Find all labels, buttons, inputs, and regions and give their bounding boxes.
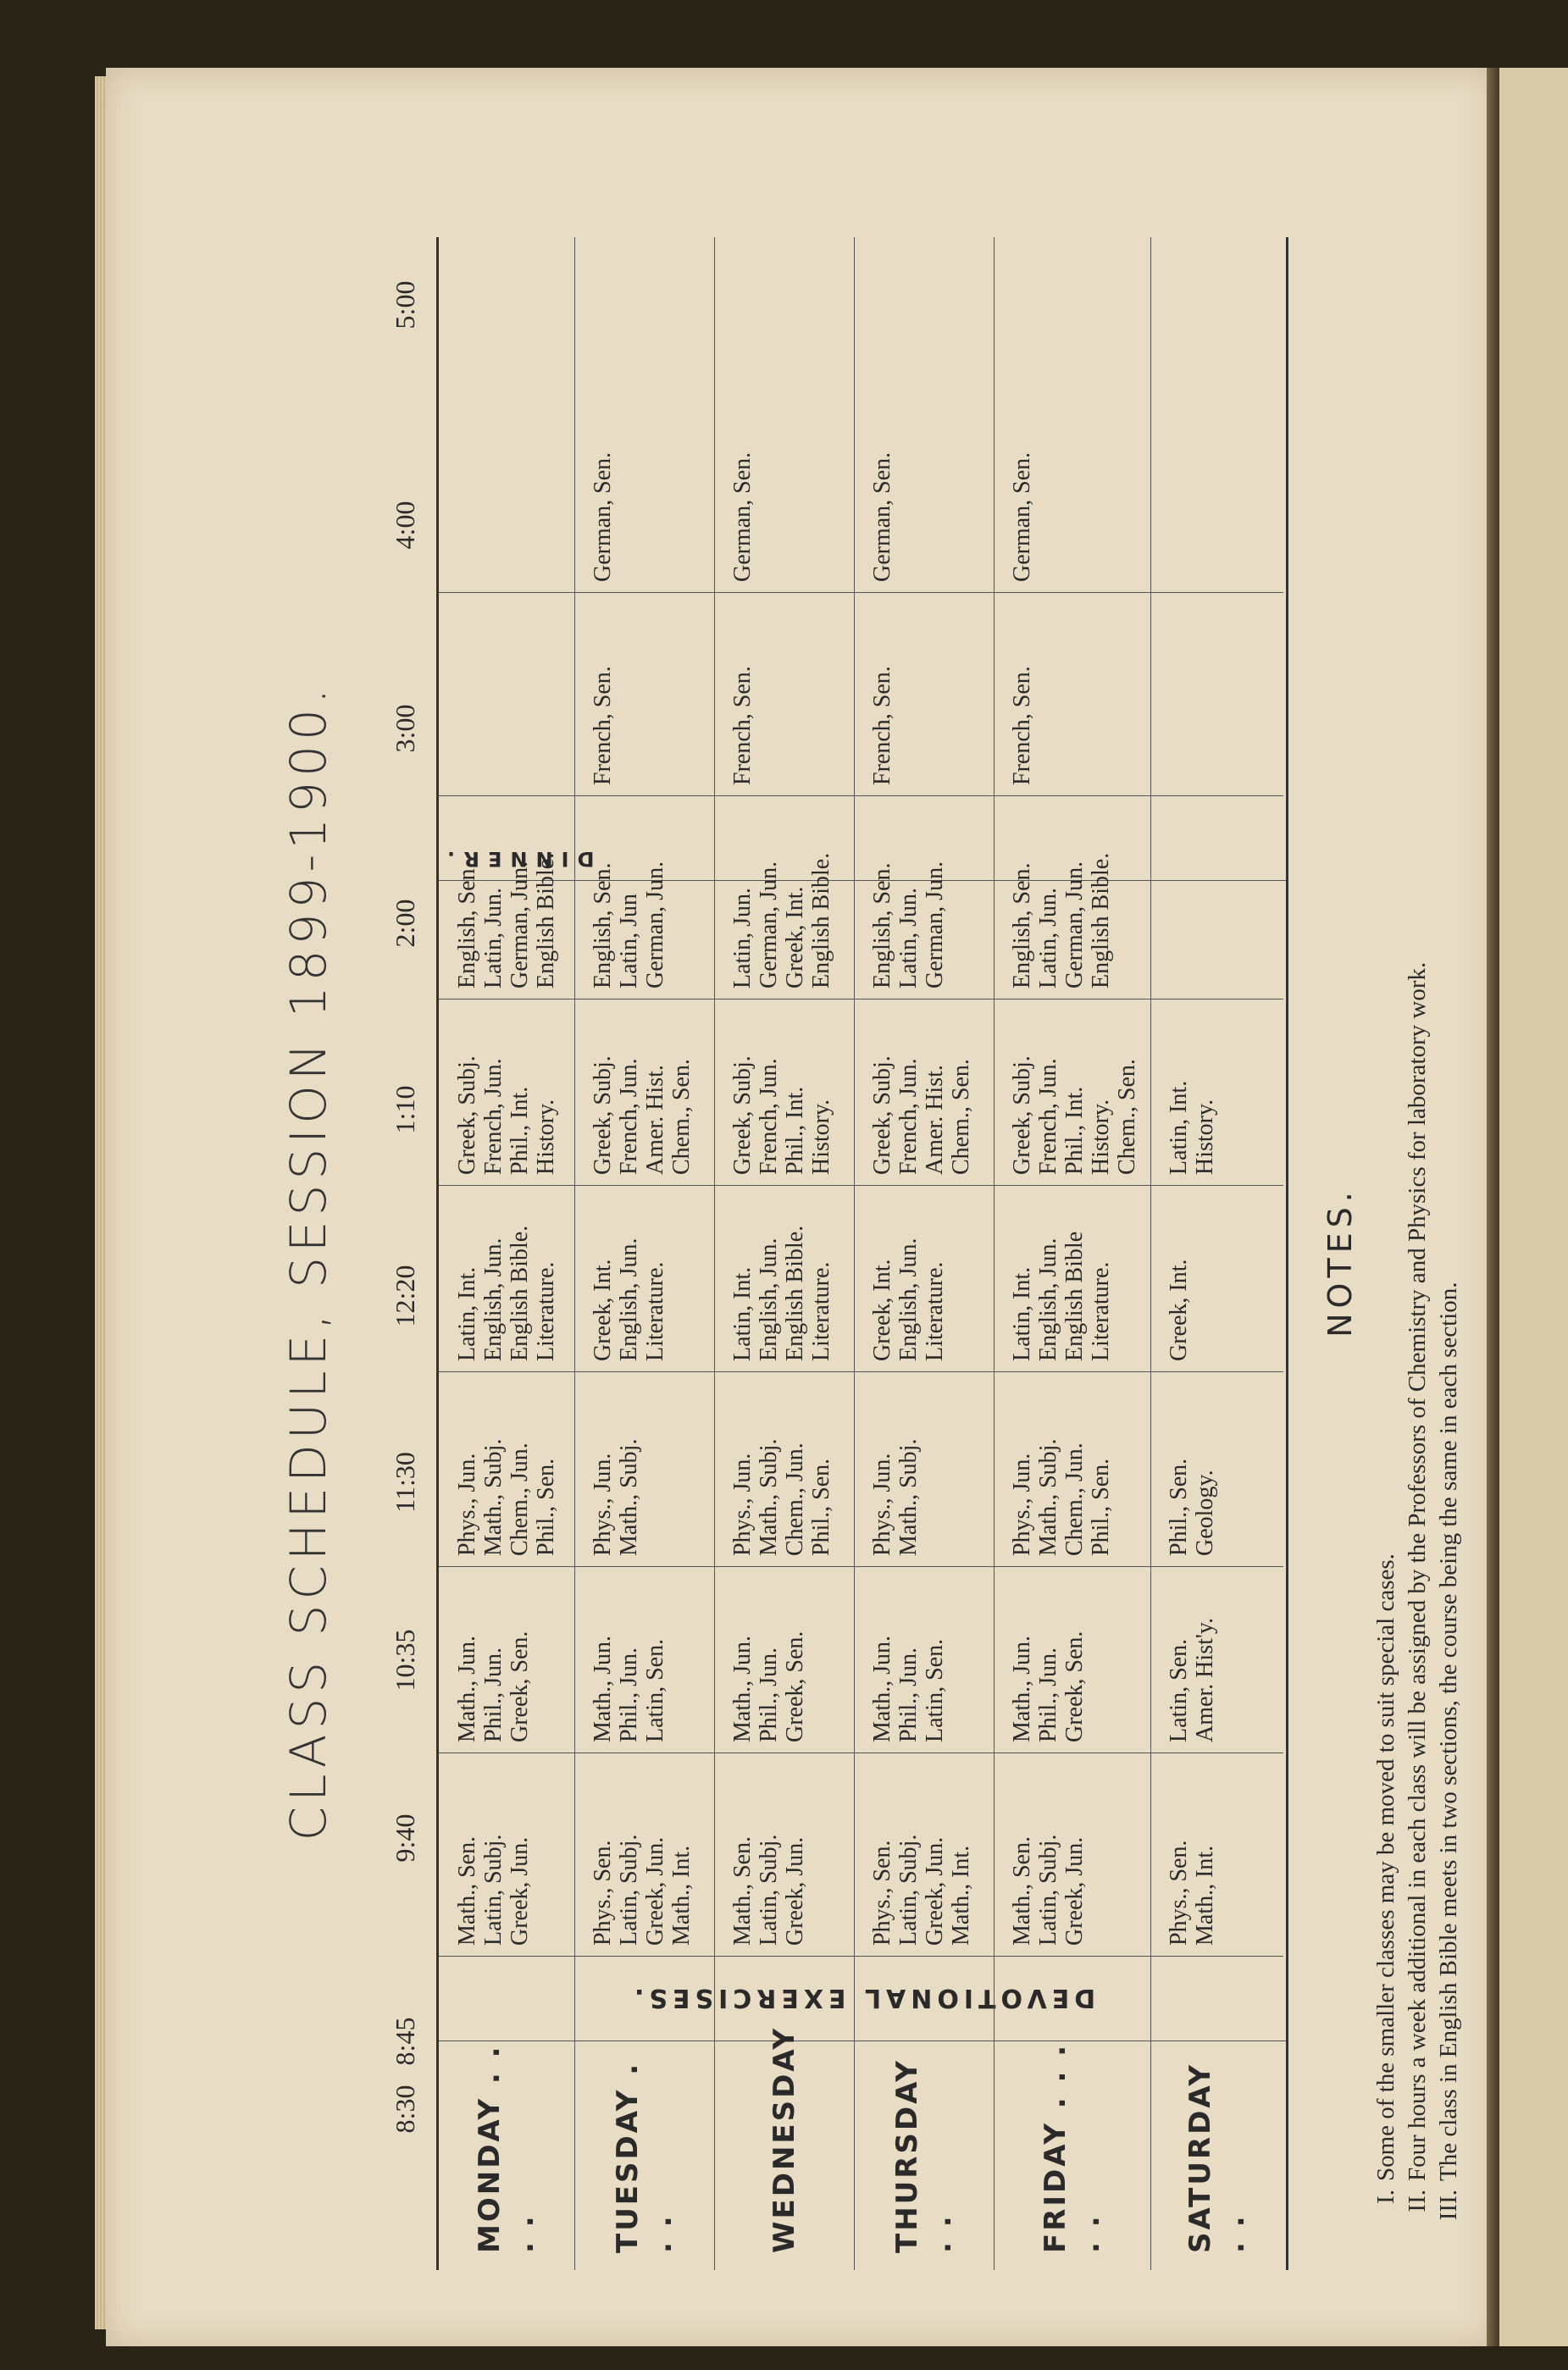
- day-name: SATURDAY . .: [1183, 2062, 1251, 2253]
- schedule-table: [436, 237, 1288, 2270]
- schedule-cell: Phys., Jun. Math., Subj.: [854, 1372, 994, 1567]
- time-label: 11:30: [390, 1452, 420, 1513]
- day-row-saturday: [1150, 237, 1283, 2270]
- note-text: Four hours a week additional in each class will be assigned by the Professors of Chemistry and Physics for laboratory work.: [1404, 961, 1431, 2181]
- time-label: 9:40: [390, 1813, 420, 1863]
- note-number: I.: [1372, 2190, 1399, 2204]
- day-row-friday: [994, 237, 1151, 2270]
- schedule-cell: Greek, Subj. French, Jun. Phil., Int. History.: [714, 999, 854, 1186]
- schedule-cell: Phys., Sen. Math., Int.: [1150, 1753, 1283, 1957]
- schedule-cell: Math., Jun. Phil., Jun. Greek, Sen.: [439, 1567, 574, 1753]
- schedule-cell: Math., Jun. Phil., Jun. Latin, Sen.: [854, 1567, 994, 1753]
- day-name: TUESDAY . . .: [610, 2061, 679, 2253]
- schedule-cell: [1150, 593, 1283, 796]
- schedule-cell: Greek, Subj. French, Jun. Amer. Hist. Chem., Sen.: [854, 999, 994, 1186]
- schedule-cell: English, Sen. Latin, Jun. German, Jun. English Bible.: [439, 796, 574, 999]
- schedule-cell: [1150, 796, 1283, 999]
- schedule-cell: French, Sen.: [574, 593, 714, 796]
- time-label: 10:35: [390, 1629, 420, 1692]
- day-name: MONDAY . . . .: [473, 2044, 540, 2253]
- schedule-cell: Math., Sen. Latin, Subj. Greek, Jun.: [439, 1753, 574, 1957]
- page-title: CLASS SCHEDULE, SESSION 1899-1900.: [280, 683, 337, 1841]
- time-label: 5:00: [390, 280, 420, 329]
- schedule-cell: Phil., Sen. Geology.: [1150, 1372, 1283, 1567]
- time-label: 4:00: [390, 501, 420, 550]
- schedule-cell: Latin, Sen. Amer. Hist'y.: [1150, 1567, 1283, 1753]
- schedule-cell: Math., Jun. Phil., Jun. Greek, Sen.: [994, 1567, 1150, 1753]
- schedule-cell: Greek, Subj. French, Jun. Amer. Hist. Chem., Sen.: [574, 999, 714, 1186]
- schedule-cell: Math., Sen. Latin, Subj. Greek, Jun.: [714, 1753, 854, 1957]
- schedule-cell: Phys., Sen. Latin, Subj. Greek, Jun. Math., Int.: [854, 1753, 994, 1957]
- schedule-cell: English, Sen. Latin, Jun. German, Jun.: [854, 796, 994, 999]
- time-header: [390, 237, 432, 2219]
- day-name: FRIDAY . . . . .: [1038, 2042, 1106, 2253]
- day-name: WEDNESDAY: [767, 2025, 801, 2253]
- day-row-monday: [439, 237, 575, 2270]
- schedule-cell: English, Sen. Latin, Jun German, Jun.: [574, 796, 714, 999]
- schedule-cell: Greek, Subj. French, Jun. Phil., Int. History.: [439, 999, 574, 1186]
- schedule-cell: Phys., Jun. Math., Subj.: [574, 1372, 714, 1567]
- day-row-thursday: [854, 237, 995, 2270]
- note-item: [1435, 1282, 1463, 2228]
- dinner-label: DINNER.: [439, 847, 595, 871]
- schedule-cell: Latin, Int. English, Jun. English Bible Literature.: [994, 1186, 1150, 1372]
- time-label: 8:45: [390, 2017, 420, 2066]
- schedule-cell: Phys., Sen. Latin, Subj. Greek, Jun. Math., Int.: [574, 1753, 714, 1957]
- note-number: III.: [1435, 2190, 1462, 2221]
- day-row-wednesday: [714, 237, 855, 2270]
- day-name: THURSDAY . .: [889, 2058, 958, 2253]
- schedule-cell: Greek, Int.: [1150, 1186, 1283, 1372]
- schedule-cell: Math., Jun. Phil., Jun. Latin, Sen.: [574, 1567, 714, 1753]
- schedule-cell: Greek, Int. English, Jun. Literature.: [854, 1186, 994, 1372]
- note-text: Some of the smaller classes may be moved to suit special cases.: [1372, 1553, 1399, 2181]
- schedule-cell: Greek, Subj. French, Jun. Phil., Int. History. Chem., Sen.: [994, 999, 1150, 1186]
- note-item: [1372, 1553, 1400, 2228]
- note-number: II.: [1404, 2190, 1431, 2212]
- schedule-cell: Phys., Jun. Math., Subj. Chem., Jun. Phil., Sen.: [439, 1372, 574, 1567]
- schedule-rotated: [271, 186, 1474, 2338]
- schedule-cell: Math., Jun. Phil., Jun. Greek, Sen.: [714, 1567, 854, 1753]
- time-label: 8:30: [390, 2085, 420, 2134]
- schedule-cell: [439, 373, 574, 593]
- note-text: The class in English Bible meets in two sections, the course being the same in each section.: [1435, 1282, 1462, 2181]
- day-row-tuesday: [574, 237, 715, 2270]
- schedule-cell: Phys., Jun. Math., Subj. Chem., Jun. Phil., Sen.: [994, 1372, 1150, 1567]
- schedule-cell: German, Sen.: [994, 373, 1150, 593]
- schedule-cell: Latin, Jun. German, Jun. Greek, Int. English Bible.: [714, 796, 854, 999]
- schedule-cell: Greek, Int. English, Jun. Literature.: [574, 1186, 714, 1372]
- devotional-label: DEVOTIONAL EXERCISES.: [629, 1983, 1096, 2013]
- schedule-cell: [1150, 373, 1283, 593]
- schedule-cell: French, Sen.: [714, 593, 854, 796]
- schedule-cell: Latin, Int. English, Jun. English Bible. Literature.: [439, 1186, 574, 1372]
- time-label: 12:20: [390, 1265, 420, 1327]
- schedule-cell: Math., Sen. Latin, Subj. Greek, Jun.: [994, 1753, 1150, 1957]
- facing-page: [1499, 68, 1568, 2346]
- schedule-cell: German, Sen.: [854, 373, 994, 593]
- schedule-cell: English, Sen. Latin, Jun. German, Jun. English Bible.: [994, 796, 1150, 999]
- schedule-cell: German, Sen.: [714, 373, 854, 593]
- schedule-cell: German, Sen.: [574, 373, 714, 593]
- notes-title: NOTES.: [1321, 1187, 1359, 1337]
- schedule-cell: Latin, Int. English, Jun. English Bible. Literature.: [714, 1186, 854, 1372]
- schedule-cell: [439, 593, 574, 796]
- note-item: [1404, 962, 1432, 2228]
- schedule-cell: French, Sen.: [994, 593, 1150, 796]
- time-label: 2:00: [390, 899, 420, 948]
- schedule-cell: Phys., Jun. Math., Subj. Chem., Jun. Phil., Sen.: [714, 1372, 854, 1567]
- time-label: 1:10: [390, 1085, 420, 1134]
- schedule-cell: Latin, Int. History.: [1150, 999, 1283, 1186]
- time-label: 3:00: [390, 704, 420, 753]
- schedule-cell: French, Sen.: [854, 593, 994, 796]
